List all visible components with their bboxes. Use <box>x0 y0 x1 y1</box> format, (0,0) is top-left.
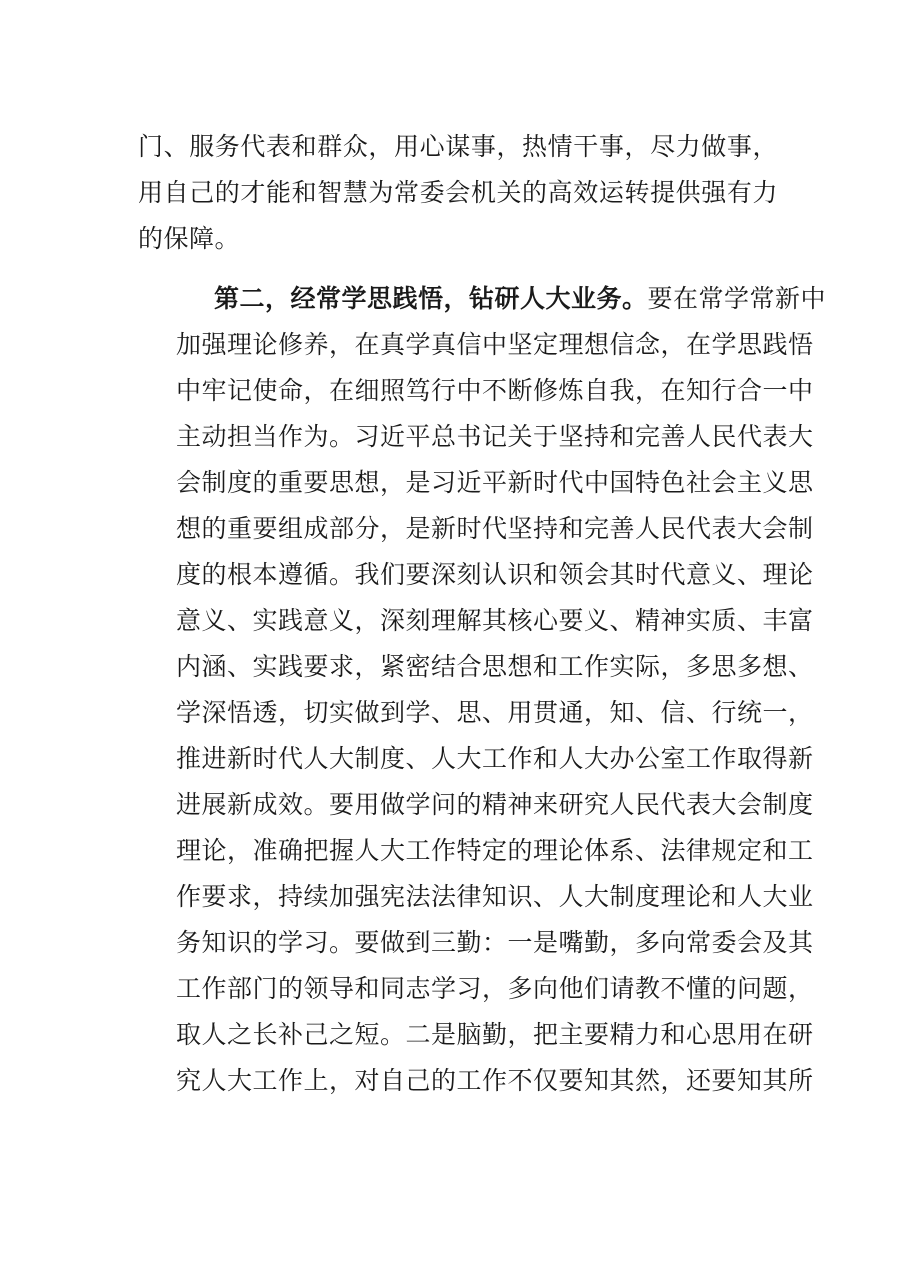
text-line: 取人之长补己之短。二是脑勤，把主要精力和心思用在研 <box>176 1020 814 1049</box>
text-line: 的保障。 <box>138 224 241 253</box>
text-run: 要在常学常新中 <box>647 284 827 313</box>
paragraph-1 <box>138 124 778 262</box>
section-heading: 第二，经常学思践悟，钻研人大业务。 <box>214 284 648 313</box>
text-line: 务知识的学习。要做到三勤：一是嘴勤，多向常委会及其 <box>176 928 814 957</box>
text-line: 想的重要组成部分，是新时代坚持和完善人民代表大会制 <box>176 514 814 543</box>
text-line: 会制度的重要思想，是习近平新时代中国特色社会主义思 <box>176 468 814 497</box>
text-line: 理论，准确把握人大工作特定的理论体系、法律规定和工 <box>176 836 814 865</box>
text-line: 主动担当作为。习近平总书记关于坚持和完善人民代表大 <box>176 422 814 451</box>
text-line: 内涵、实践要求，紧密结合思想和工作实际，多思多想、 <box>176 652 814 681</box>
text-line: 加强理论修养，在真学真信中坚定理想信念，在学思践悟 <box>176 330 814 359</box>
text-line: 工作部门的领导和同志学习，多向他们请教不懂的问题， <box>176 974 814 1003</box>
text-line: 究人大工作上，对自己的工作不仅要知其然，还要知其所 <box>176 1066 814 1095</box>
paragraph-2-first-line <box>138 276 827 322</box>
text-line: 推进新时代人大制度、人大工作和人大办公室工作取得新 <box>176 744 814 773</box>
text-line: 中牢记使命，在细照笃行中不断修炼自我，在知行合一中 <box>176 376 814 405</box>
text-line: 意义、实践意义，深刻理解其核心要义、精神实质、丰富 <box>176 606 814 635</box>
text-line: 作要求，持续加强宪法法律知识、人大制度理论和人大业 <box>176 882 814 911</box>
paragraph-2 <box>138 276 827 1104</box>
text-line: 学深悟透，切实做到学、思、用贯通，知、信、行统一， <box>176 698 814 727</box>
text-line: 度的根本遵循。我们要深刻认识和领会其时代意义、理论 <box>176 560 814 589</box>
text-line: 用自己的才能和智慧为常委会机关的高效运转提供强有力 <box>138 178 778 207</box>
text-line: 门、服务代表和群众，用心谋事，热情干事，尽力做事， <box>138 132 778 161</box>
text-line: 进展新成效。要用做学问的精神来研究人民代表大会制度 <box>176 790 814 819</box>
